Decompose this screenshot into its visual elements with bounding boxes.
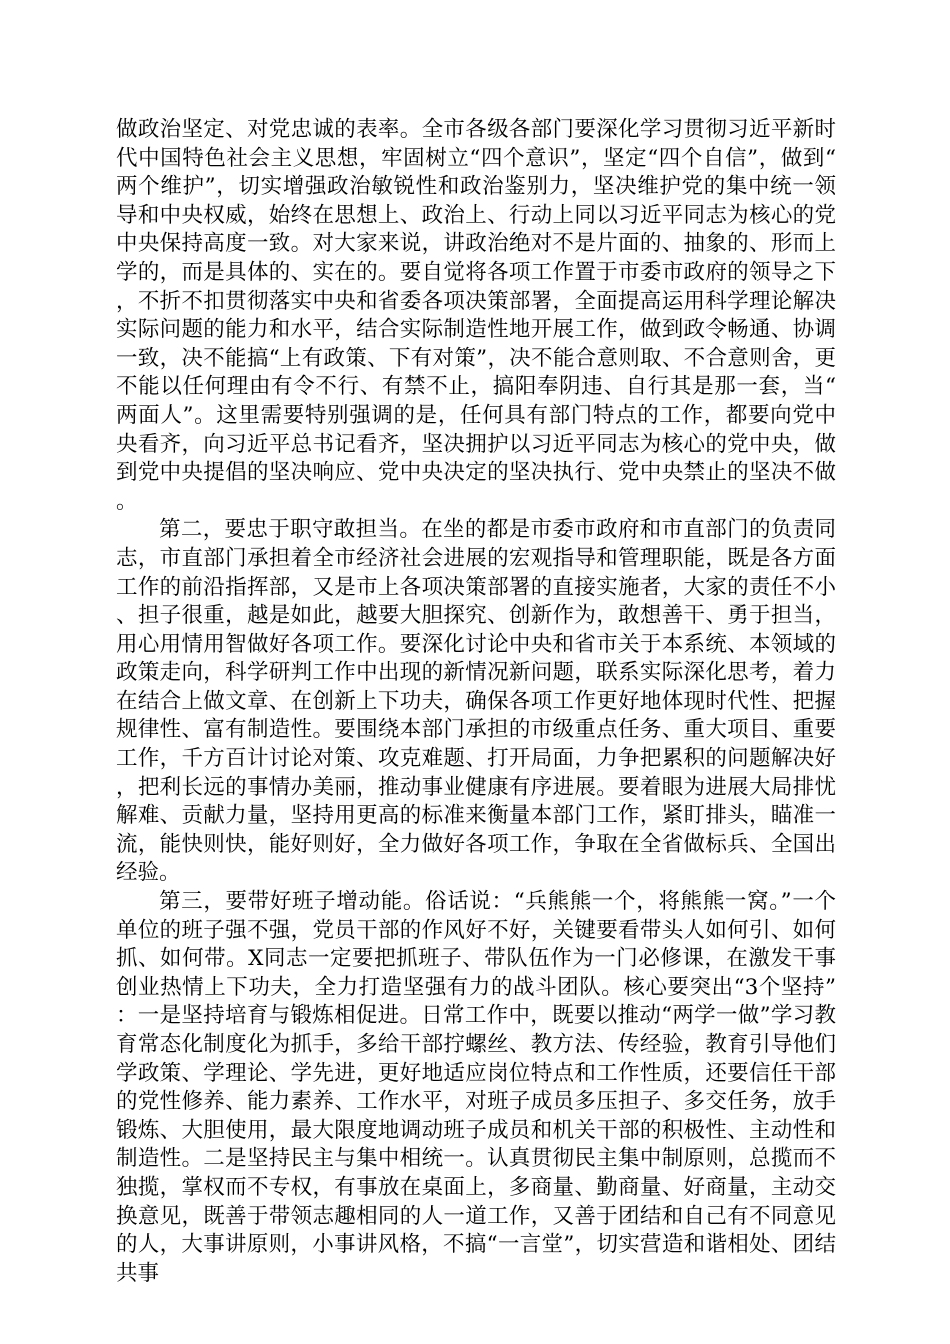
paragraph-continuation: 做政治坚定、对党忠诚的表率。全市各级各部门要深化学习贯彻习近平新时代中国特色社会主义思想，牢固树立“四个意识”，坚定“四个自信”，做到“两个维护”，切实增强政治敏锐性和政治鉴别力，坚决维护党的集中统一领导和中央权威，始终在思想上、政治上、行动上同以习近平同志为核心的党中央保持高度一致。对大家来说，讲政治绝对不是片面的、抽象的、形而上学的，而是具体的、实在的。要自觉将各项工作置于市委市政府的领导之下，不折不扣贯彻落实中央和省委各项决策部署，全面提高运用科学理论解决实际问题的能力和水平，结合实际制造性地开展工作，做到政令畅通、协调一致，决不能搞“上有政策、下有对策”，决不能合意则取、不合意则舍，更不能以任何理由有令不行、有禁不止，搞阳奉阴违、自行其是那一套，当“两面人”。这里需要特别强调的是，任何具有部门特点的工作，都要向党中央看齐，向习近平总书记看齐，坚决拥护以习近平同志为核心的党中央，做到党中央提倡的坚决响应、党中央决定的坚决执行、党中央禁止的坚决不做。 [116,117,836,514]
paragraph-second-point: 第二，要忠于职守敢担当。在坐的都是市委市政府和市直部门的负责同志，市直部门承担着全市经济社会进展的宏观指导和管理职能，既是各方面工作的前沿指挥部，又是市上各项决策部署的直接实施者，大家的责任不小、担子很重，越是如此，越要大胆探究、创新作为，敢想善干、勇于担当，用心用情用智做好各项工作。要深化讨论中央和省市关于本系统、本领域的政策走向，科学研判工作中出现的新情况新问题，联系实际深化思考，着力在结合上做文章、在创新上下功夫，确保各项工作更好地体现时代性、把握规律性、富有制造性。要围绕本部门承担的市级重点任务、重大项目、重要工作，千方百计讨论对策、攻克难题、打开局面，力争把累积的问题解决好，把利长远的事情办美丽，推动事业健康有序进展。要着眼为进展大局排忧解难、贡献力量，坚持用更高的标准来衡量本部门工作，紧盯排头，瞄准一流，能快则快，能好则好，全力做好各项工作，争取在全省做标兵、全国出经验。 [116,517,836,886]
paragraph-third-point: 第三，要带好班子增动能。俗话说：“兵熊熊一个，将熊熊一窝。”一个单位的班子强不强，党员干部的作风好不好，关键要看带头人如何引、如何抓、如何带。X同志一定要把抓班子、带队伍作为一门必修课，在激发干事创业热情上下功夫，全力打造坚强有力的战斗团队。核心要突出“3个坚持”：一是坚持培育与锻炼相促进。日常工作中，既要以推动“两学一做”学习教育常态化制度化为抓手，多给干部拧螺丝、教方法、传经验，教育引导他们学政策、学理论、学先进，更好地适应岗位特点和工作性质，还要信任干部的党性修养、能力素养、工作水平，对班子成员多压担子、多交任务，放手锻炼、大胆使用，最大限度地调动班子成员和机关干部的积极性、主动性和制造性。二是坚持民主与集中相统一。认真贯彻民主集中制原则，总揽而不独揽，掌权而不专权，有事放在桌面上，多商量、勤商量、好商量，主动交换意见，既善于带领志趣相同的人一道工作，又善于团结和自己有不同意见的人，大事讲原则，小事讲风格，不搞“一言堂”，切实营造和谐相处、团结共事 [116,889,836,1286]
document-page [116,116,836,1288]
